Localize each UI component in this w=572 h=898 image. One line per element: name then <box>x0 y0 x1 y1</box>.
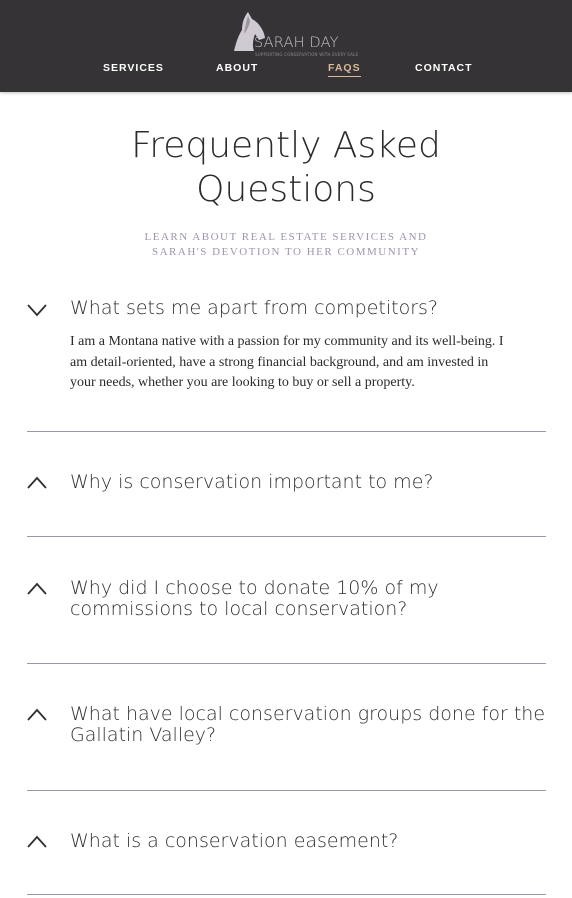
faq-question-1[interactable]: What sets me apart from competitors? <box>70 297 439 319</box>
chevron-up-icon[interactable] <box>26 582 48 596</box>
chevron-up-icon[interactable] <box>26 835 48 849</box>
faq-question-4-line-2: Gallatin Valley? <box>70 724 217 746</box>
faq-question-4[interactable] <box>70 704 550 746</box>
nav-contact-link[interactable]: CONTACT <box>415 62 473 74</box>
faq-divider <box>27 663 546 664</box>
page-subtitle-line-1: LEARN ABOUT REAL ESTATE SERVICES AND <box>144 231 428 243</box>
page-subtitle <box>60 230 512 259</box>
faq-answer-1-line-2: am detail-oriented, have a strong financial background, and am invested in <box>70 354 489 370</box>
faq-divider <box>27 790 546 791</box>
site-header <box>0 0 572 92</box>
faq-divider <box>27 894 546 895</box>
faq-question-3-line-2: commissions to local conservation? <box>70 598 408 620</box>
chevron-up-icon[interactable] <box>26 708 48 722</box>
brand-tagline: SUPPORTING CONSERVATION WITH EVERY SALE <box>255 52 359 57</box>
nav-faqs-link[interactable]: FAQS <box>328 62 361 77</box>
page-title <box>0 124 572 212</box>
faq-question-3[interactable] <box>70 578 550 620</box>
page-title-line-2: Questions <box>196 169 376 210</box>
chevron-up-icon[interactable] <box>26 476 48 490</box>
page-title-line-1: Frequently Asked <box>131 125 441 166</box>
page-subtitle-line-2: SARAH'S DEVOTION TO HER COMMUNITY <box>151 245 421 258</box>
faq-divider <box>27 536 546 537</box>
faq-answer-1-line-3: your needs, whether you are looking to buy or sell a property. <box>70 375 415 390</box>
nav-about-link[interactable]: ABOUT <box>216 62 259 74</box>
brand-name: SARAH DAY <box>254 35 339 51</box>
faq-answer-1 <box>70 332 540 394</box>
faq-divider <box>27 431 546 432</box>
faq-question-2[interactable]: Why is conservation important to me? <box>70 471 434 493</box>
faq-question-5[interactable]: What is a conservation easement? <box>70 830 399 852</box>
chevron-down-icon[interactable] <box>26 303 48 317</box>
nav-services-link[interactable]: SERVICES <box>103 62 164 74</box>
faq-answer-1-line-1: I am a Montana native with a passion for my community and its well-being. I <box>70 334 504 349</box>
brand-logo[interactable] <box>226 10 359 62</box>
faq-question-4-line-1: What have local conservation groups done for the <box>70 703 546 725</box>
faq-question-3-line-1: Why did I choose to donate 10% of my <box>70 577 439 599</box>
